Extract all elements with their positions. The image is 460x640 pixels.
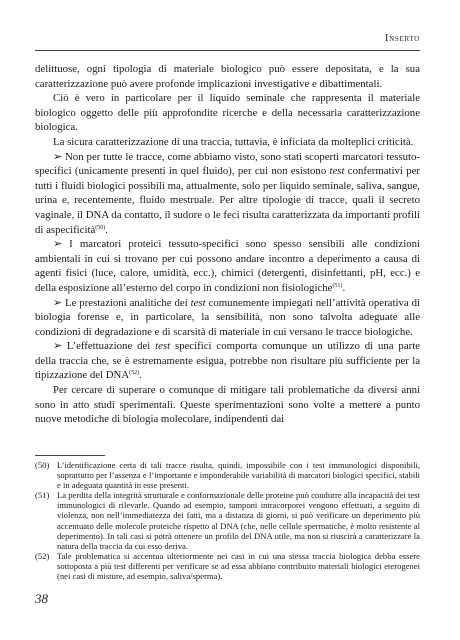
- footnote-reference: (50): [95, 224, 106, 231]
- footnote-separator: [35, 455, 105, 456]
- paragraph-text: delittuose, ogni tipologia di materiale biologico può essere depositata, e la sua caratterizzazione può avere profonde implicazioni investigative e dibattimentali.: [35, 63, 420, 90]
- body-paragraph: [35, 135, 420, 150]
- paragraph-text: Per cercare di superare o comunque di mitigare tali problematiche da diversi anni sono in atto studi sperimentali. Queste sperimentazioni sono volte a mettere a punto nuove metodiche di biologia molecolare, indipendenti dai: [35, 384, 420, 426]
- footnote: [35, 460, 420, 490]
- paragraph-text: ➢ L’effettuazione dei: [53, 340, 156, 353]
- footnote-reference: (51): [332, 282, 343, 289]
- footnote-number: (52): [35, 550, 50, 561]
- paragraph-text: ➢ Non per tutte le tracce, come abbiamo visto, sono stati scoperti marcatori tessuto-specifici (unicamente presenti in quel fluido), per cui non esistono: [35, 150, 420, 178]
- body-paragraph: [35, 383, 420, 427]
- body-paragraph: [35, 237, 420, 295]
- header-title: Inserto: [384, 33, 420, 44]
- footnote-reference: (52): [129, 370, 140, 377]
- paragraph-text: .: [139, 369, 142, 382]
- footnote-text: Tale problematica si accentua ulteriormente nei casi in cui una stessa traccia biologica debba essere sottoposta a più test differenti per verificare se ad essa abbiano contribuito materiali biologici eterogenei (nei casi di misture, ad esempio, saliva/sperma).: [57, 550, 420, 582]
- footnote: [35, 551, 420, 581]
- paragraph-text: .: [342, 281, 346, 294]
- italic-term: test: [155, 340, 171, 353]
- page-number: 38: [35, 591, 48, 606]
- body-paragraph: [35, 91, 420, 135]
- footnote-number: (51): [35, 490, 50, 501]
- running-header: [35, 33, 420, 49]
- paragraph-text: confermativi per tutti i fluidi biologici possibili ma, attualmente, solo per liquido seminale, saliva, sangue, urina e, recentemente, fluido mestruale. Per altre tipologie di tracce, quali il secreto vaginale, il DNA da contatto, il sudore o le feci risulta caratterizzata da importanti profili di aspecificità: [35, 165, 420, 236]
- paragraph-text: comunemente impiegati nell’attività operativa di biologia forense e, in particolare, la sensibilità, non sono talvolta adeguate alle condizioni di degradazione e di scarsità di materiale in cui versano le tracce biologiche.: [35, 296, 420, 338]
- footnote: [35, 490, 420, 551]
- body-paragraph: [35, 62, 420, 91]
- footnote-number: (50): [35, 460, 50, 470]
- body-paragraph: [35, 296, 420, 340]
- paragraph-text: .: [105, 223, 108, 236]
- header-rule: [35, 50, 420, 51]
- body-paragraph: [35, 150, 420, 238]
- paragraph-text: Ciò è vero in particolare per il liquido seminale che rappresenta il materiale biologico oggetto delle più approfondite ricerche e della necessaria caratterizzazione biologica.: [35, 92, 420, 134]
- footnote-text: L’identificazione certa di tali tracce risulta, quindi, impossibile con i test immunologici disponibili, soprattutto per l’assenza e l’importante e imponderabile variabilità di marcatori biologici specifici, stabili e in adeguata quantità in esse presenti.: [57, 460, 420, 491]
- body-text: [35, 62, 420, 427]
- paragraph-text: specifici comporta comunque un utilizzo di una parte della traccia che, se è estremamente esigua, potrebbe non risultare più sufficiente per la tipizzazione del DNA: [35, 340, 421, 382]
- footnote-text: La perdita della integrità strutturale e conformazionale delle proteine può condurre alla incapacità dei test immunologici di rilevarle. Quando ad esempio, tamponi intracorporei vengono effettuati, a seguito di violenza, non nell’immediatezza dei fatti, ma a distanza di giorni, si può verificare un deperimento più accentuato delle molecole proteiche rispetto al DNA (che, nelle cellule spermatiche, è molto resistente al deperimento). In tali casi si potrà ottenere un profilo del DNA utile, ma non si riuscirà a caratterizzare la natura della traccia da cui esso deriva.: [57, 490, 420, 551]
- body-paragraph: [35, 339, 420, 383]
- paragraph-text: ➢ Le prestazioni analitiche dei: [53, 296, 191, 309]
- italic-term: test: [329, 165, 345, 178]
- footnotes: [35, 460, 420, 581]
- italic-term: test: [190, 296, 206, 309]
- paragraph-text: ➢ I marcatori proteici tessuto-specifici sono spesso sensibili alle condizioni ambientali in cui si trovano per cui possono andare incontro a deperimento a causa di agenti fisici (luce, calore, umidità, ecc.), chimici (detergenti, disinfettanti, pH, ecc.) e della esposizione all’esterno del corpo in condizioni non fisiologiche: [35, 238, 420, 294]
- paragraph-text: La sicura caratterizzazione di una traccia, tuttavia, è inficiata da molteplici criticità.: [53, 135, 414, 148]
